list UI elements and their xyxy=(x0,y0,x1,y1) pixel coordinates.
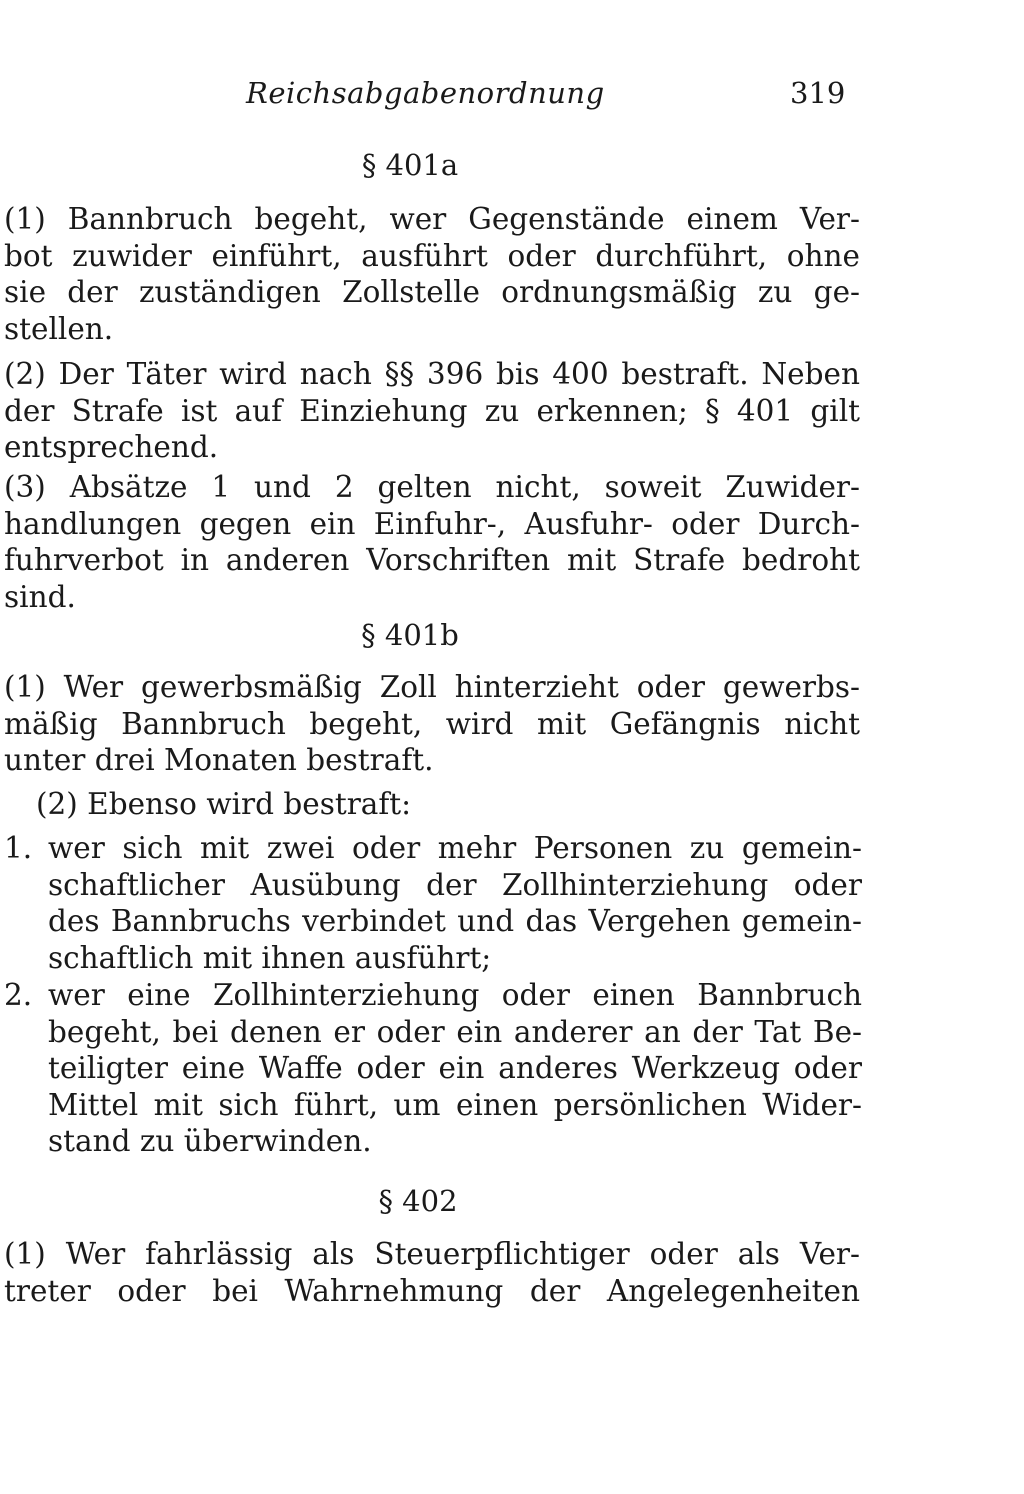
text-line: treter oder bei Wahrnehmung der Angelegenheiten xyxy=(4,1273,860,1308)
list-number: 1. xyxy=(4,831,33,865)
text-line: teiligter eine Waffe oder ein anderes Werkzeug oder xyxy=(48,1051,862,1085)
text-line: (2) Ebenso wird bestraft: xyxy=(36,787,412,821)
text-line: (1) Wer fahrlässig als Steuerpflichtiger oder als Ver- xyxy=(4,1237,860,1271)
text-line: schaftlicher Ausübung der Zollhinterziehung oder xyxy=(48,867,862,902)
list-item-body xyxy=(48,830,862,976)
text-line: stellen. xyxy=(4,311,114,346)
section-heading-401b: § 401b xyxy=(361,618,459,652)
text-line: (2) Der Täter wird nach §§ 396 bis 400 bestraft. Neben xyxy=(4,357,860,391)
text-line: schaftlich mit ihnen ausführt; xyxy=(48,940,492,975)
text-line: unter drei Monaten bestraft. xyxy=(4,743,434,777)
text-line: wer sich mit zwei oder mehr Personen zu gemein- xyxy=(48,831,862,865)
text-line: mäßig Bannbruch begeht, wird mit Gefängnis nicht xyxy=(4,706,860,741)
text-line: des Bannbruchs verbindet und das Vergehen gemein- xyxy=(48,904,862,938)
text-line: (1) Wer gewerbsmäßig Zoll hinterzieht oder gewerbs- xyxy=(4,670,860,704)
text-line: handlungen gegen ein Einfuhr-, Ausfuhr- oder Durch- xyxy=(4,506,860,541)
paragraph-401a-3 xyxy=(4,469,860,615)
text-line: begeht, bei denen er oder ein anderer an der Tat Be- xyxy=(48,1014,862,1049)
text-line: stand zu überwinden. xyxy=(48,1124,372,1158)
text-line: Mittel mit sich führt, um einen persönlichen Wider- xyxy=(48,1087,862,1122)
paragraph-401b-2 xyxy=(36,786,892,823)
page-number: 319 xyxy=(790,76,846,110)
paragraph-401b-1 xyxy=(4,669,860,779)
section-heading-402: § 402 xyxy=(378,1184,458,1218)
running-head: Reichsabgabenordnung xyxy=(246,76,605,110)
paragraph-401a-1 xyxy=(4,201,860,347)
text-line: bot zuwider einführt, ausführt oder durchführt, ohne xyxy=(4,238,860,273)
list-item-body xyxy=(48,977,862,1160)
text-line: entsprechend. xyxy=(4,430,219,464)
text-line: sie der zuständigen Zollstelle ordnungsmäßig zu ge- xyxy=(4,275,860,309)
text-line: wer eine Zollhinterziehung oder einen Bannbruch xyxy=(48,978,862,1012)
text-line: sind. xyxy=(4,579,76,614)
text-line: fuhrverbot in anderen Vorschriften mit Strafe bedroht xyxy=(4,543,860,577)
text-line: (3) Absätze 1 und 2 gelten nicht, soweit Zuwider- xyxy=(4,470,860,504)
paragraph-401a-2 xyxy=(4,356,860,466)
text-line: der Strafe ist auf Einziehung zu erkennen; § 401 gilt xyxy=(4,393,860,428)
paragraph-402-1 xyxy=(4,1236,860,1309)
list-number: 2. xyxy=(4,978,33,1012)
section-heading-401a: § 401a xyxy=(361,148,459,182)
text-line: (1) Bannbruch begeht, wer Gegenstände einem Ver- xyxy=(4,202,860,236)
